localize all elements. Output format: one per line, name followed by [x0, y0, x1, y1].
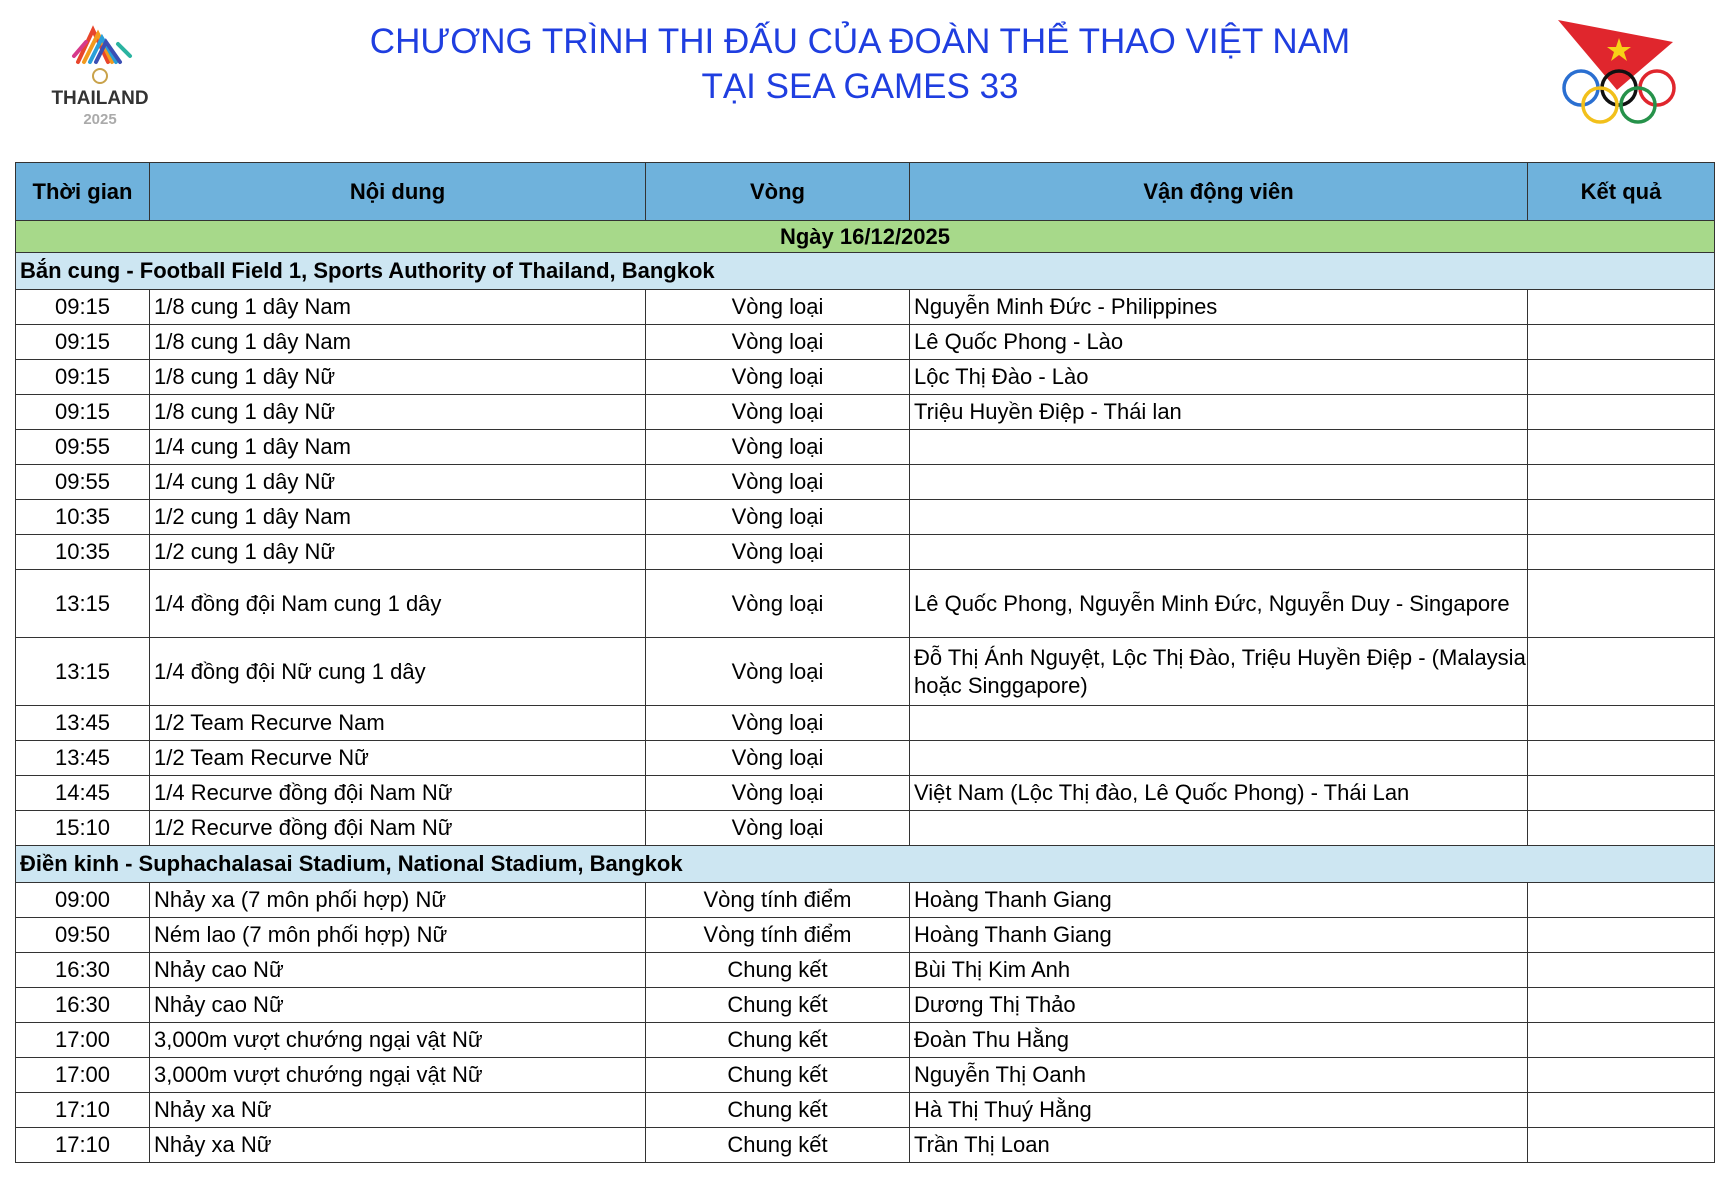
athlete-cell: Lộc Thị Đào - Lào	[910, 360, 1528, 395]
athlete-cell	[910, 741, 1528, 776]
time-cell: 09:15	[16, 325, 150, 360]
round-cell: Chung kết	[646, 1093, 910, 1128]
page-header	[0, 0, 1724, 150]
result-cell	[1528, 430, 1715, 465]
event-cell: 1/2 cung 1 dây Nữ	[150, 535, 646, 570]
round-cell: Vòng loại	[646, 638, 910, 706]
athlete-cell: Triệu Huyền Điệp - Thái lan	[910, 395, 1528, 430]
athlete-cell: Lê Quốc Phong, Nguyễn Minh Đức, Nguyễn Duy - Singapore	[910, 570, 1528, 638]
result-cell	[1528, 988, 1715, 1023]
svg-text:2025: 2025	[83, 111, 117, 128]
round-cell: Vòng tính điểm	[646, 883, 910, 918]
round-cell: Vòng loại	[646, 811, 910, 846]
table-row	[16, 465, 1715, 500]
result-cell	[1528, 395, 1715, 430]
event-cell: Ném lao (7 môn phối hợp) Nữ	[150, 918, 646, 953]
event-cell: 1/2 cung 1 dây Nam	[150, 500, 646, 535]
round-cell: Vòng loại	[646, 395, 910, 430]
time-cell: 13:45	[16, 741, 150, 776]
round-cell: Vòng loại	[646, 360, 910, 395]
section-label: Điền kinh - Suphachalasai Stadium, National Stadium, Bangkok	[16, 846, 1715, 883]
time-cell: 13:15	[16, 638, 150, 706]
athlete-cell: Hoàng Thanh Giang	[910, 918, 1528, 953]
column-header-round: Vòng	[646, 163, 910, 221]
table-row	[16, 570, 1715, 638]
section-row	[16, 846, 1715, 883]
time-cell: 13:45	[16, 706, 150, 741]
table-row	[16, 360, 1715, 395]
column-header-event: Nội dung	[150, 163, 646, 221]
table-row	[16, 988, 1715, 1023]
event-cell: 1/2 Recurve đồng đội Nam Nữ	[150, 811, 646, 846]
time-cell: 15:10	[16, 811, 150, 846]
athlete-cell: Nguyễn Thị Oanh	[910, 1058, 1528, 1093]
time-cell: 17:10	[16, 1093, 150, 1128]
table-row	[16, 430, 1715, 465]
page-title-line-1: CHƯƠNG TRÌNH THI ĐẤU CỦA ĐOÀN THỂ THAO VIỆT NAM	[369, 22, 1351, 61]
time-cell: 17:10	[16, 1128, 150, 1163]
schedule-table	[15, 162, 1715, 1163]
round-cell: Vòng loại	[646, 706, 910, 741]
table-row	[16, 1058, 1715, 1093]
vietnam-olympic-logo	[1555, 14, 1685, 134]
table-row	[16, 1093, 1715, 1128]
round-cell: Vòng tính điểm	[646, 918, 910, 953]
result-cell	[1528, 500, 1715, 535]
date-label: Ngày 16/12/2025	[16, 221, 1715, 253]
svg-text:THAILAND: THAILAND	[51, 88, 149, 109]
athlete-cell	[910, 430, 1528, 465]
event-cell: Nhảy xa Nữ	[150, 1128, 646, 1163]
round-cell: Chung kết	[646, 988, 910, 1023]
result-cell	[1528, 706, 1715, 741]
event-cell: 1/4 cung 1 dây Nữ	[150, 465, 646, 500]
section-row	[16, 253, 1715, 290]
event-cell: 1/4 Recurve đồng đội Nam Nữ	[150, 776, 646, 811]
athlete-cell	[910, 500, 1528, 535]
athlete-cell: Hoàng Thanh Giang	[910, 883, 1528, 918]
event-cell: Nhảy cao Nữ	[150, 953, 646, 988]
athlete-cell: Nguyễn Minh Đức - Philippines	[910, 290, 1528, 325]
event-cell: 3,000m vượt chướng ngại vật Nữ	[150, 1023, 646, 1058]
round-cell: Vòng loại	[646, 741, 910, 776]
athlete-cell	[910, 811, 1528, 846]
result-cell	[1528, 465, 1715, 500]
round-cell: Vòng loại	[646, 500, 910, 535]
sea-games-thailand-logo	[38, 12, 168, 132]
table-row	[16, 290, 1715, 325]
result-cell	[1528, 325, 1715, 360]
event-cell: 1/8 cung 1 dây Nam	[150, 290, 646, 325]
time-cell: 09:00	[16, 883, 150, 918]
athlete-cell: Đoàn Thu Hằng	[910, 1023, 1528, 1058]
round-cell: Vòng loại	[646, 430, 910, 465]
result-cell	[1528, 535, 1715, 570]
time-cell: 10:35	[16, 500, 150, 535]
event-cell: 1/4 cung 1 dây Nam	[150, 430, 646, 465]
time-cell: 10:35	[16, 535, 150, 570]
time-cell: 14:45	[16, 776, 150, 811]
round-cell: Chung kết	[646, 1023, 910, 1058]
event-cell: 1/4 đồng đội Nữ cung 1 dây	[150, 638, 646, 706]
athlete-cell	[910, 535, 1528, 570]
time-cell: 09:55	[16, 465, 150, 500]
time-cell: 09:15	[16, 360, 150, 395]
round-cell: Vòng loại	[646, 570, 910, 638]
athlete-cell: Hà Thị Thuý Hằng	[910, 1093, 1528, 1128]
time-cell: 17:00	[16, 1058, 150, 1093]
event-cell: 1/8 cung 1 dây Nam	[150, 325, 646, 360]
column-header-time: Thời gian	[16, 163, 150, 221]
event-cell: Nhảy xa (7 môn phối hợp) Nữ	[150, 883, 646, 918]
round-cell: Vòng loại	[646, 325, 910, 360]
time-cell: 09:50	[16, 918, 150, 953]
table-row	[16, 811, 1715, 846]
column-header-result: Kết quả	[1528, 163, 1715, 221]
event-cell: 1/8 cung 1 dây Nữ	[150, 360, 646, 395]
athlete-cell: Trần Thị Loan	[910, 1128, 1528, 1163]
table-header-row	[16, 163, 1715, 221]
table-row	[16, 706, 1715, 741]
table-row	[16, 883, 1715, 918]
time-cell: 09:55	[16, 430, 150, 465]
athlete-cell	[910, 706, 1528, 741]
time-cell: 09:15	[16, 395, 150, 430]
result-cell	[1528, 741, 1715, 776]
table-row	[16, 953, 1715, 988]
result-cell	[1528, 1093, 1715, 1128]
result-cell	[1528, 811, 1715, 846]
time-cell: 16:30	[16, 953, 150, 988]
round-cell: Vòng loại	[646, 465, 910, 500]
result-cell	[1528, 918, 1715, 953]
athlete-cell: Đỗ Thị Ánh Nguyệt, Lộc Thị Đào, Triệu Huyền Điệp - (Malaysia hoặc Singgapore)	[910, 638, 1528, 706]
result-cell	[1528, 290, 1715, 325]
event-cell: 1/8 cung 1 dây Nữ	[150, 395, 646, 430]
page-title-line-2: TẠI SEA GAMES 33	[701, 67, 1019, 106]
table-row	[16, 1128, 1715, 1163]
result-cell	[1528, 883, 1715, 918]
time-cell: 13:15	[16, 570, 150, 638]
athlete-cell: Dương Thị Thảo	[910, 988, 1528, 1023]
table-row	[16, 776, 1715, 811]
event-cell: 3,000m vượt chướng ngại vật Nữ	[150, 1058, 646, 1093]
athlete-cell: Lê Quốc Phong - Lào	[910, 325, 1528, 360]
result-cell	[1528, 1058, 1715, 1093]
time-cell: 09:15	[16, 290, 150, 325]
round-cell: Chung kết	[646, 1058, 910, 1093]
time-cell: 16:30	[16, 988, 150, 1023]
result-cell	[1528, 1023, 1715, 1058]
result-cell	[1528, 638, 1715, 706]
round-cell: Chung kết	[646, 953, 910, 988]
table-row	[16, 500, 1715, 535]
result-cell	[1528, 953, 1715, 988]
table-row	[16, 918, 1715, 953]
event-cell: Nhảy cao Nữ	[150, 988, 646, 1023]
round-cell: Vòng loại	[646, 776, 910, 811]
table-row	[16, 741, 1715, 776]
athlete-cell: Việt Nam (Lộc Thị đào, Lê Quốc Phong) - Thái Lan	[910, 776, 1528, 811]
event-cell: 1/2 Team Recurve Nữ	[150, 741, 646, 776]
table-row	[16, 1023, 1715, 1058]
event-cell: 1/4 đồng đội Nam cung 1 dây	[150, 570, 646, 638]
result-cell	[1528, 776, 1715, 811]
column-header-athlete: Vận động viên	[910, 163, 1528, 221]
result-cell	[1528, 360, 1715, 395]
athlete-cell: Bùi Thị Kim Anh	[910, 953, 1528, 988]
table-row	[16, 395, 1715, 430]
round-cell: Chung kết	[646, 1128, 910, 1163]
round-cell: Vòng loại	[646, 290, 910, 325]
table-row	[16, 325, 1715, 360]
result-cell	[1528, 1128, 1715, 1163]
date-row	[16, 221, 1715, 253]
event-cell: Nhảy xa Nữ	[150, 1093, 646, 1128]
table-row	[16, 535, 1715, 570]
athlete-cell	[910, 465, 1528, 500]
section-label: Bắn cung - Football Field 1, Sports Authority of Thailand, Bangkok	[16, 253, 1715, 290]
round-cell: Vòng loại	[646, 535, 910, 570]
event-cell: 1/2 Team Recurve Nam	[150, 706, 646, 741]
table-row	[16, 638, 1715, 706]
result-cell	[1528, 570, 1715, 638]
time-cell: 17:00	[16, 1023, 150, 1058]
